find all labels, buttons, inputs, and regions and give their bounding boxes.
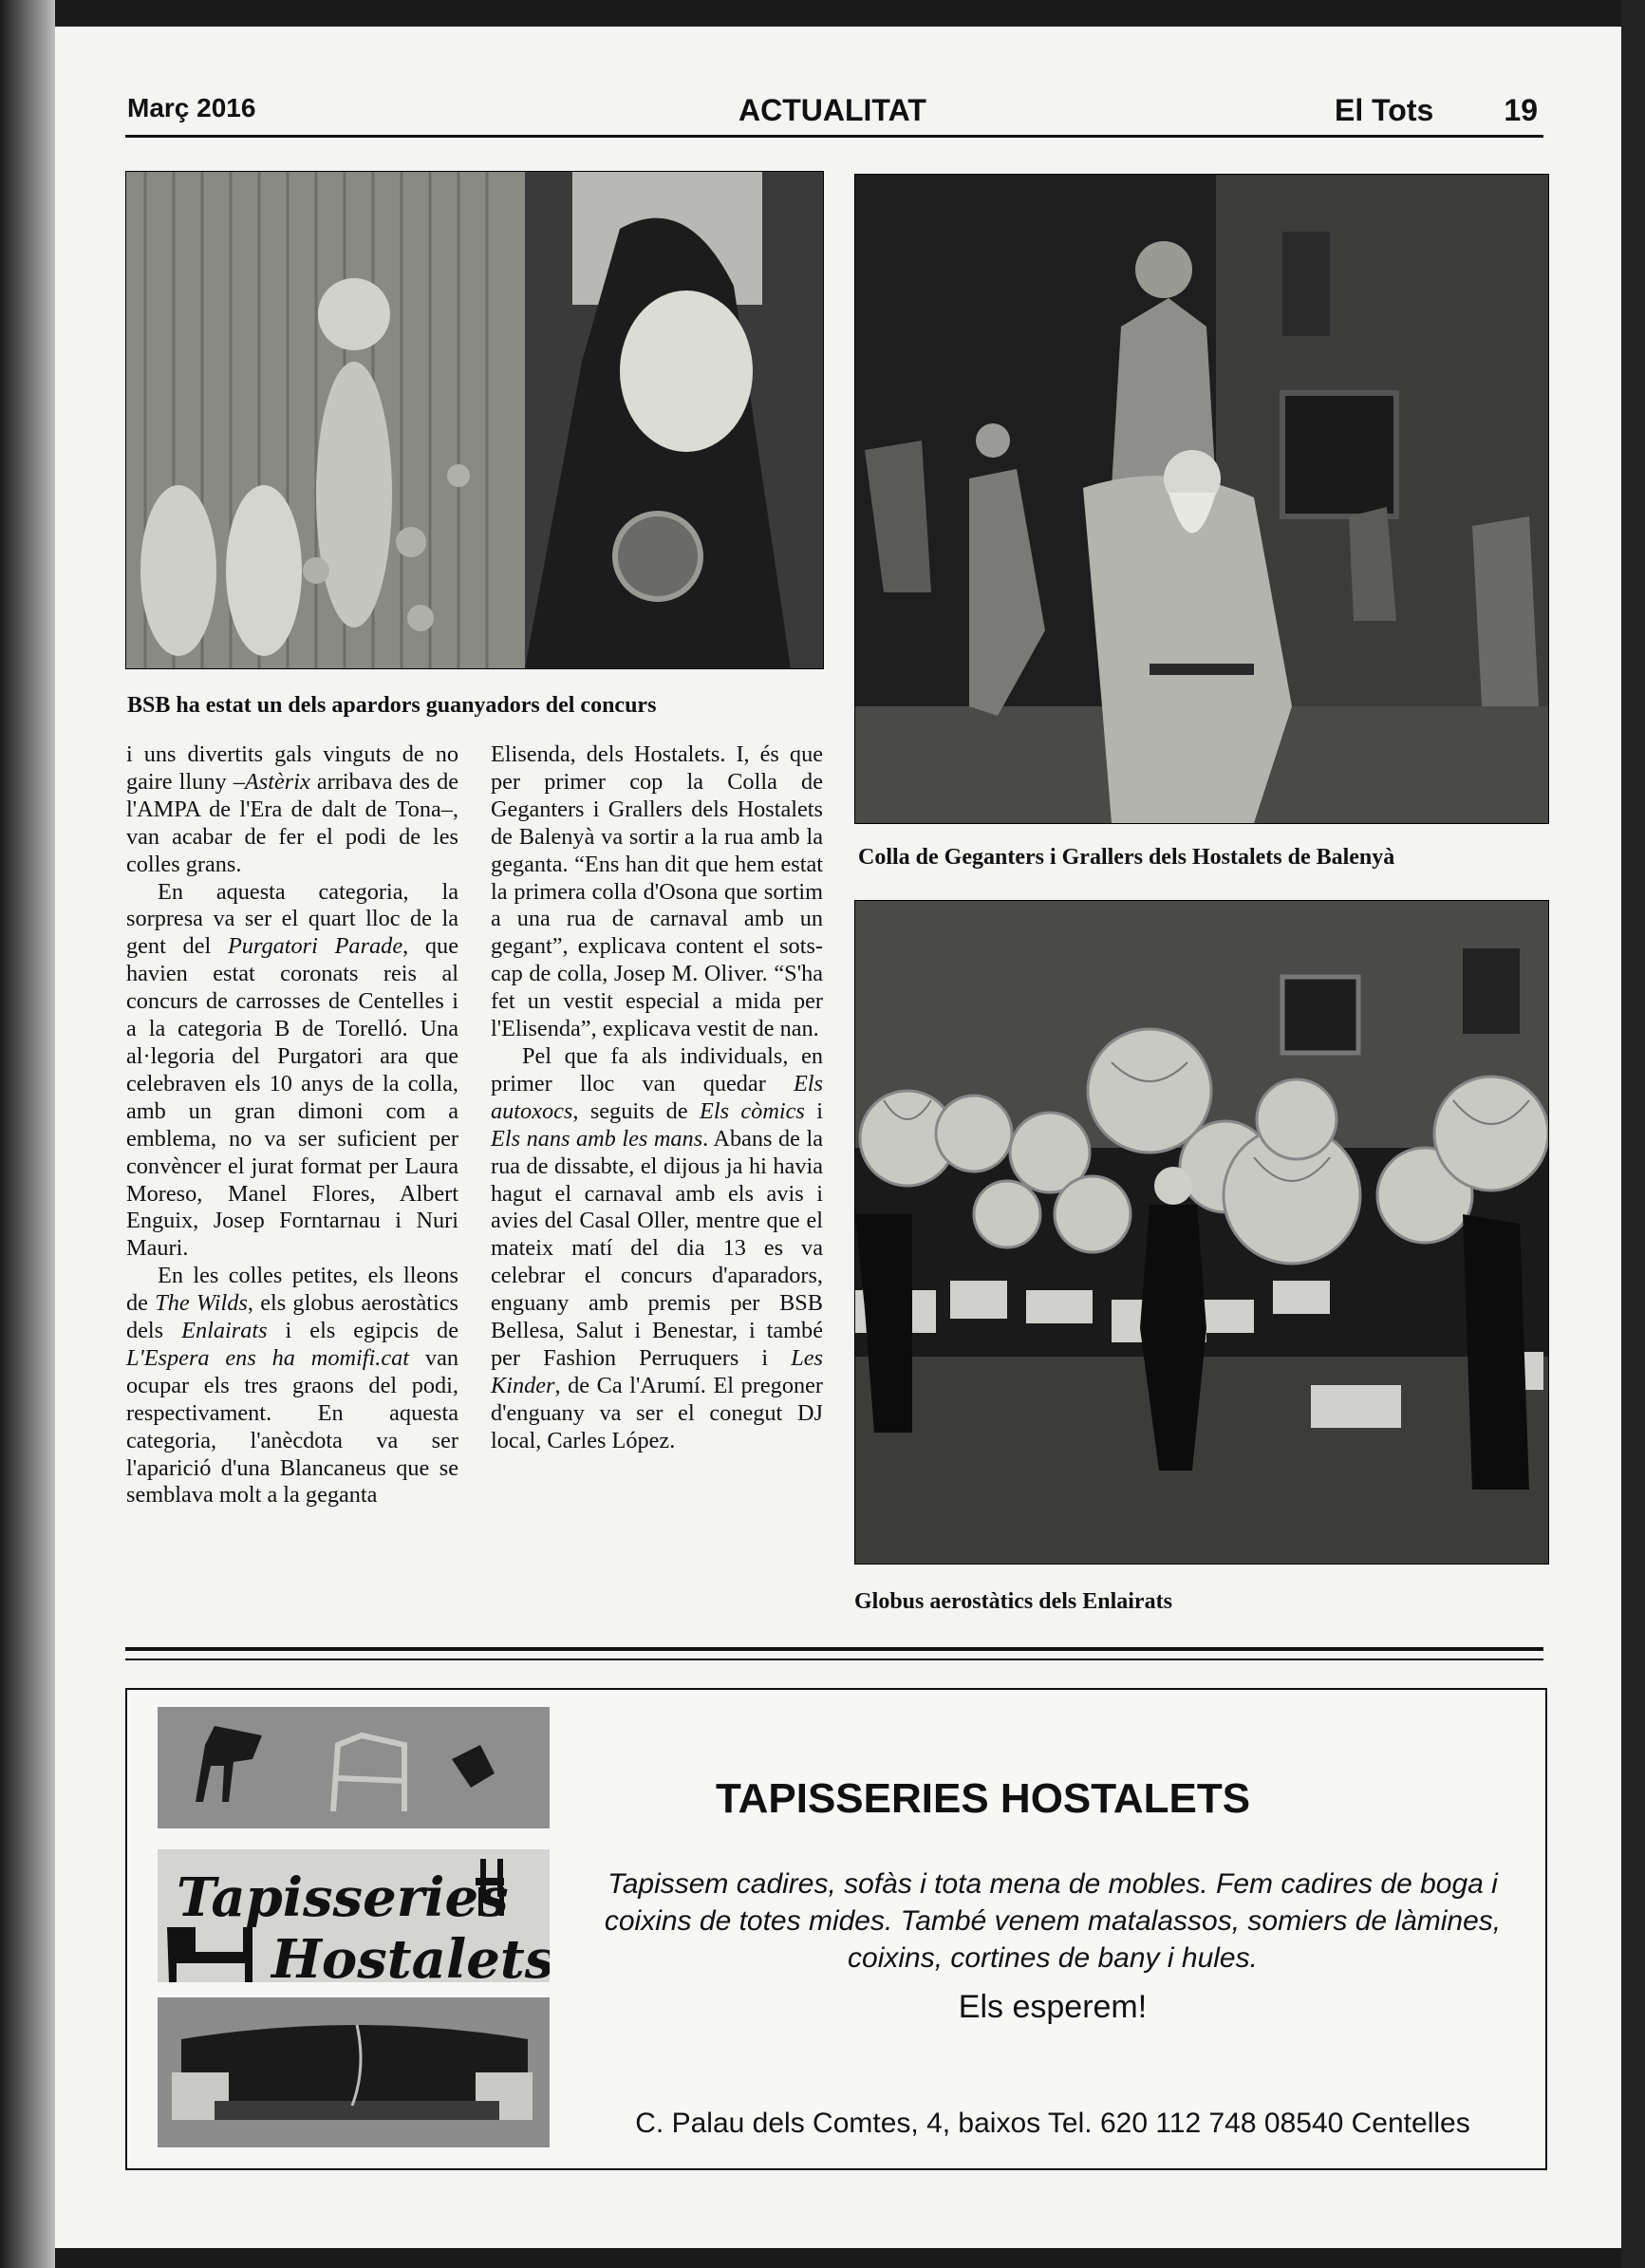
header-date: Març 2016 bbox=[127, 93, 256, 122]
ad-closing: Els esperem! bbox=[958, 1989, 1148, 2025]
page-header bbox=[125, 93, 1543, 138]
photo-caption: Globus aerostàtics dels Enlairats bbox=[854, 1589, 1172, 1614]
photo-shop-window bbox=[125, 171, 824, 669]
page-edge bbox=[1621, 0, 1645, 2268]
section-divider bbox=[125, 1647, 1543, 1660]
ad-address: C. Palau dels Comtes, 4, baixos Tel. 620 112 748 08540 Centelles bbox=[635, 2108, 1470, 2139]
article-column-2 bbox=[491, 741, 823, 1455]
ad-description: Tapissem cadires, sofàs i tota mena de mobles. Fem cadires de boga i coixins de totes mides. També venem matalassos, somiers de làmines, coixins, cortines de bany i hules. bbox=[604, 1868, 1502, 1974]
article-column-1 bbox=[126, 741, 458, 1509]
header-page-number: 19 bbox=[1504, 93, 1538, 127]
header-publication: El Tots bbox=[1335, 93, 1434, 127]
header-section: ACTUALITAT bbox=[738, 93, 926, 127]
article-paragraph: Pel que fa als individuals, en primer lloc van quedar Els autoxocs, seguits de Els còmics i Els nans amb les mans. Abans de la rua de dissabte, el dijous ja hi havia hagut el carnaval amb els avis i avies del Casal Oller, mentre que el mateix matí del dia 13 es va celebrar el concurs d'aparadors, enguany amb premis per BSB Bellesa, Salut i Benestar, i també per Fashion Perruquers i Les Kinder, de Ca l'Arumí. El pregoner d'enguany va ser el conegut DJ local, Carles López. bbox=[491, 1042, 823, 1453]
article-paragraph: En aquesta categoria, la sorpresa va ser el quart lloc de la gent del Purgatori Parade, que havien estat coronats reis al concurs de carrosses de Centelles i a la categoria B de Torelló. Una al·legoria del Purgatori ara que celebraven els 10 anys de la colla, amb un gran dimoni com a emblema, no va ser suficient per convèncer el jurat format per Laura Moreso, Manel Flores, Albert Enguix, Josep Forntarnau i Nuri Mauri. bbox=[126, 878, 458, 1262]
article-paragraph: En les colles petites, els lleons de The Wilds, els globus aerostàtics dels Enlairats i els egipcis de L'Espera ens ha momifi.cat van ocupar els tres graons del podi, respectivament. En aquesta categoria, l'anècdota va ser l'aparició d'una Blancaneus que se semblava molt a la geganta bbox=[126, 1263, 459, 1509]
advertisement-box bbox=[125, 1688, 1547, 2170]
book-spine-shadow bbox=[0, 0, 55, 2268]
photo-balloons-parade bbox=[854, 900, 1549, 1565]
ad-logo bbox=[158, 1707, 550, 2147]
photo-caption: Colla de Geganters i Grallers dels Hostalets de Balenyà bbox=[858, 845, 1395, 870]
article-paragraph: Elisenda, dels Hostalets. I, és que per primer cop la Colla de Geganters i Grallers dels Hostalets de Balenyà va sortir a la rua amb la geganta. “Ens han dit que hem estat la primera colla d'Osona que sortim a una rua de carnaval amb un gegant”, explicava content el sots-cap de colla, Josep M. Oliver. “S'ha fet un vestit especial a mida per l'Elisenda”, explicava vestit de nan. bbox=[491, 741, 823, 1042]
photo-caption: BSB ha estat un dels apardors guanyadors del concurs bbox=[127, 693, 657, 718]
ad-title: TAPISSERIES HOSTALETS bbox=[716, 1775, 1251, 1822]
photo-giants-parade bbox=[854, 174, 1549, 824]
ad-logo-text-1: Tapisseries bbox=[177, 1866, 509, 1929]
ad-logo-text-2: Hostalets bbox=[271, 1928, 550, 1991]
article-paragraph: i uns divertits gals vinguts de no gaire lluny –Astèrix arribava des de l'AMPA de l'Era de dalt de Tona–, van acabar de fer el podi de les colles grans. bbox=[126, 741, 458, 877]
